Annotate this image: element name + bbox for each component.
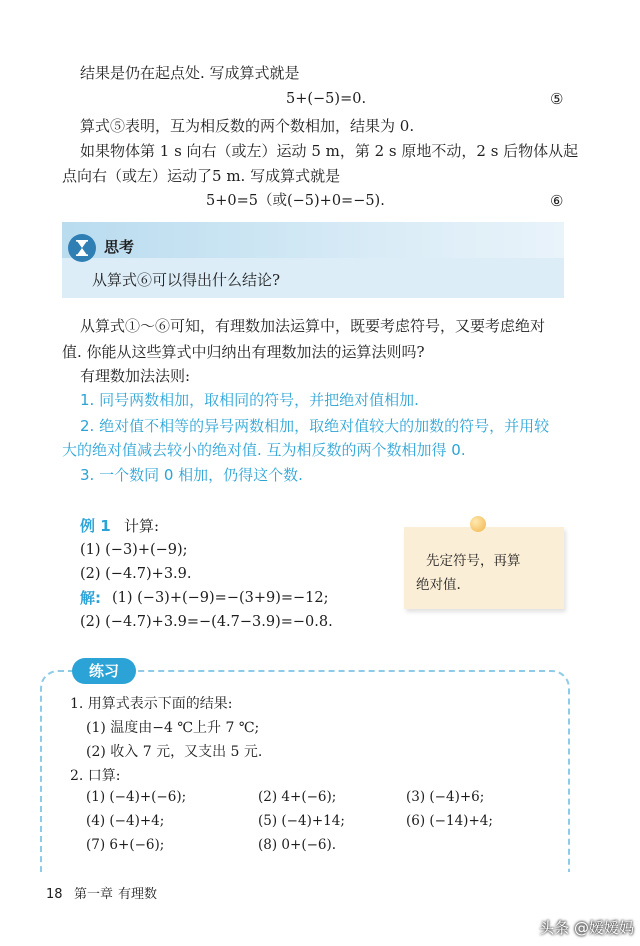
mental-calc-item: (3) (−4)+6; [406, 789, 485, 805]
solution-1: (1) (−3)+(−9)=−(3+9)=−12; [112, 590, 329, 606]
pin-icon [470, 516, 486, 532]
text-line: 算式⑤表明，互为相反数的两个数相加，结果为 0. [80, 117, 415, 135]
page-number: 18 [46, 887, 63, 902]
chapter-label: 第一章 [74, 887, 114, 902]
mental-calc-item: (4) (−4)+4; [86, 813, 165, 829]
text-line: 值. 你能从这些算式中归纳出有理数加法的运算法则吗? [62, 343, 425, 361]
solution-label: 解: [80, 589, 101, 607]
think-question: 从算式⑥可以得出什么结论? [92, 271, 281, 289]
rules-heading: 有理数加法法则: [80, 367, 191, 385]
think-title: 思考 [104, 238, 135, 256]
practice-tab: 练习 [72, 658, 136, 684]
practice-item-1a: (1) 温度由−4 ℃上升 7 ℃; [86, 720, 260, 736]
practice-item-1b: (2) 收入 7 元，又支出 5 元. [86, 744, 263, 760]
sticky-note [404, 527, 564, 609]
solution-2: (2) (−4.7)+3.9=−(4.7−3.9)=−0.8. [80, 614, 333, 630]
chapter-title: 有理数 [118, 887, 158, 902]
note-line-1: 先定符号，再算 [426, 553, 521, 569]
practice-item-1: 1. 用算式表示下面的结果: [70, 696, 233, 712]
example-question-1: (1) (−3)+(−9); [80, 542, 188, 558]
text-line: 点向右（或左）运动了5 m. 写成算式就是 [62, 167, 341, 185]
text-line: 结果是仍在起点处. 写成算式就是 [80, 64, 300, 82]
rule-1: 1. 同号两数相加，取相同的符号，并把绝对值相加. [80, 391, 419, 409]
rule-3: 3. 一个数同 0 相加，仍得这个数. [80, 466, 303, 484]
equation-number-5: ⑤ [550, 90, 564, 108]
equation-6: 5+0=5（或(−5)+0=−5). [206, 193, 385, 209]
mental-calc-item: (1) (−4)+(−6); [86, 789, 187, 805]
mental-calc-item: (6) (−14)+4; [406, 813, 493, 829]
mental-calc-item: (7) 6+(−6); [86, 837, 165, 853]
note-line-2: 绝对值. [416, 577, 461, 593]
think-header [62, 222, 564, 258]
example-question-2: (2) (−4.7)+3.9. [80, 566, 192, 582]
rule-2-line-1: 2. 绝对值不相等的异号两数相加，取绝对值较大的加数的符号，并用较 [80, 417, 550, 435]
watermark: 头条 @嫒嫒妈 [539, 919, 634, 937]
equation-5: 5+(−5)=0. [286, 91, 367, 107]
hourglass-icon [68, 234, 96, 262]
rule-2-line-2: 大的绝对值减去较小的绝对值. 互为相反数的两个数相加得 0. [62, 441, 466, 459]
mental-calc-item: (8) 0+(−6). [258, 837, 337, 853]
example-label: 例 1 [80, 517, 111, 535]
text-line: 如果物体第 1 s 向右（或左）运动 5 m，第 2 s 原地不动，2 s 后物体从起 [80, 142, 579, 160]
mental-calc-item: (5) (−4)+14; [258, 813, 345, 829]
equation-number-6: ⑥ [550, 192, 564, 210]
text-line: 从算式①～⑥可知，有理数加法运算中，既要考虑符号，又要考虑绝对 [80, 317, 546, 335]
mental-calc-item: (2) 4+(−6); [258, 789, 337, 805]
example-task: 计算: [124, 517, 160, 535]
practice-item-2: 2. 口算: [70, 768, 121, 784]
